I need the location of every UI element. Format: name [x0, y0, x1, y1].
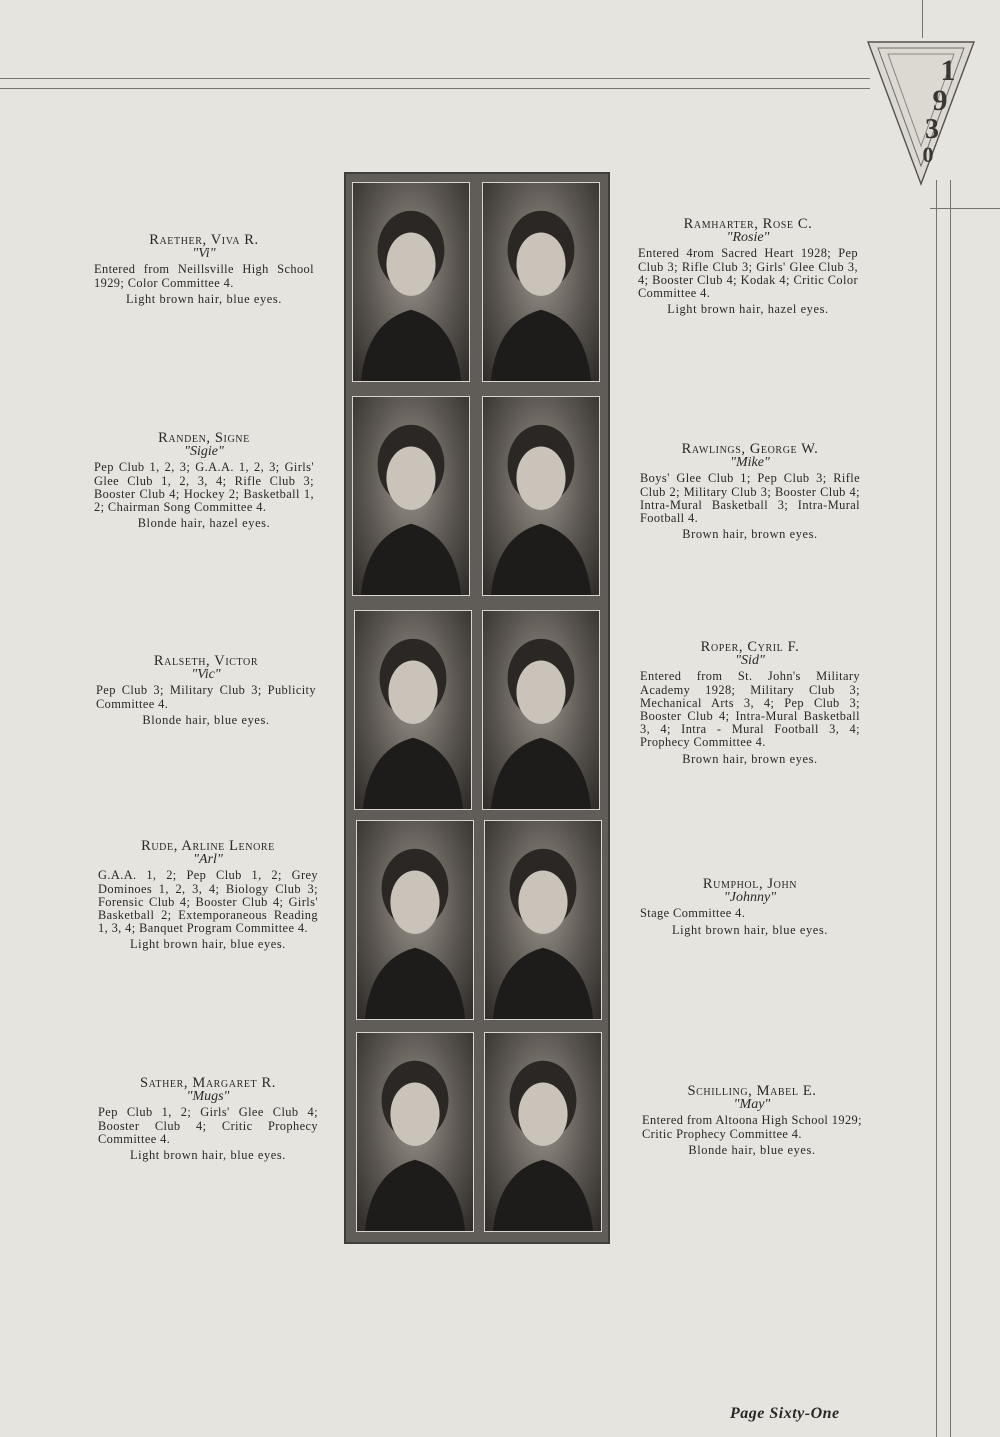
portrait-photo — [356, 820, 474, 1020]
student-hair-eyes: Blonde hair, hazel eyes. — [137, 516, 271, 531]
student-entry — [640, 443, 860, 541]
right-rule-inner — [936, 180, 937, 1437]
student-nickname: "Johnny" — [723, 890, 777, 906]
student-nickname: "Vi" — [192, 246, 216, 262]
student-hair-eyes: Blonde hair, blue eyes. — [142, 712, 270, 727]
portrait-silhouette — [483, 397, 599, 595]
year-digit-1: 1 — [940, 54, 956, 87]
portrait-photo — [482, 396, 600, 596]
portrait-photo — [484, 820, 602, 1020]
student-nickname: "Mugs" — [186, 1089, 230, 1105]
student-activities: Pep Club 3; Military Club 3; Publicity Committee 4. — [96, 683, 316, 711]
student-hair-eyes: Light brown hair, blue eyes. — [125, 291, 282, 306]
student-entry — [94, 432, 314, 530]
student-nickname: "Sid" — [735, 653, 765, 669]
portrait-silhouette — [483, 611, 599, 809]
student-nickname: "Mike" — [730, 455, 770, 471]
top-rule-right — [930, 208, 1000, 209]
year-digit-3: 3 — [925, 114, 939, 145]
year-digit-2: 9 — [932, 84, 948, 117]
student-entry — [98, 1077, 318, 1162]
right-rule-edge — [950, 180, 951, 1437]
student-activities: G.A.A. 1, 2; Pep Club 1, 2; Grey Dominoes 1, 2, 3, 4; Biology Club 3; Forensic Club 4; Booster Club 4; Girls' Basketball 2; Extemporaneous Reading 1, 3, 4; Banquet Program Committee 4. — [98, 868, 318, 936]
student-nickname: "Rosie" — [726, 230, 770, 246]
student-entry — [96, 655, 316, 727]
student-name: Roper, Cyril F. — [700, 639, 800, 655]
student-name: Rude, Arline Lenore — [141, 838, 275, 854]
student-activities: Stage Committee 4. — [640, 906, 746, 921]
portrait-silhouette — [485, 821, 601, 1019]
student-entry — [642, 1085, 862, 1157]
top-rule-outer — [0, 78, 870, 79]
student-activities: Pep Club 1, 2, 3; G.A.A. 1, 2, 3; Girls' Glee Club 1, 2, 3, 4; Rifle Club 3; Booster Club 4; Hockey 2; Basketball 1, 2; Chairman Song Committee 4. — [94, 460, 314, 515]
year-digit-4: 0 — [922, 142, 934, 167]
student-activities: Entered from Neillsville High School 1929; Color Committee 4. — [94, 262, 314, 290]
portrait-photo — [354, 610, 472, 810]
portrait-silhouette — [353, 397, 469, 595]
student-hair-eyes: Light brown hair, blue eyes. — [129, 1148, 286, 1163]
page-number: Page Sixty-One — [730, 1405, 840, 1422]
student-name: Rumphol, John — [702, 876, 798, 892]
student-entry — [640, 641, 860, 766]
portrait-silhouette — [353, 183, 469, 381]
student-name: Ramharter, Rose C. — [683, 216, 813, 232]
portrait-photo — [356, 1032, 474, 1232]
portrait-silhouette — [357, 1033, 473, 1231]
portrait-photo — [352, 182, 470, 382]
photo-panel — [344, 172, 610, 1244]
student-activities: Boys' Glee Club 1; Pep Club 3; Rifle Club 2; Military Club 3; Booster Club 4; Intra-Mural Basketball 3; Intra-Mural Football 4. — [640, 471, 860, 526]
student-nickname: "Arl" — [193, 852, 223, 868]
student-hair-eyes: Light brown hair, hazel eyes. — [667, 302, 829, 317]
portrait-photo — [484, 1032, 602, 1232]
right-rule-outer — [922, 0, 923, 38]
student-activities: Pep Club 1, 2; Girls' Glee Club 4; Booster Club 4; Critic Prophecy Committee 4. — [98, 1105, 318, 1146]
portrait-photo — [352, 396, 470, 596]
student-entry — [640, 878, 860, 937]
student-hair-eyes: Brown hair, brown eyes. — [682, 527, 818, 542]
student-hair-eyes: Light brown hair, blue eyes. — [129, 937, 286, 952]
student-hair-eyes: Light brown hair, blue eyes. — [671, 922, 828, 937]
portrait-silhouette — [357, 821, 473, 1019]
student-name: Randen, Signe — [158, 430, 250, 446]
top-rule-inner — [0, 88, 870, 89]
portrait-photo — [482, 182, 600, 382]
year-badge — [866, 38, 976, 188]
student-entry — [638, 218, 858, 316]
student-name: Ralseth, Victor — [153, 653, 259, 669]
student-name: Rawlings, George W. — [681, 441, 819, 457]
student-hair-eyes: Blonde hair, blue eyes. — [688, 1142, 816, 1157]
student-entry — [94, 234, 314, 306]
portrait-silhouette — [483, 183, 599, 381]
student-name: Schilling, Mabel E. — [687, 1083, 817, 1099]
portrait-photo — [482, 610, 600, 810]
portrait-silhouette — [355, 611, 471, 809]
student-name: Raether, Viva R. — [149, 232, 259, 248]
student-nickname: "Vic" — [191, 667, 221, 683]
student-activities: Entered 4rom Sacred Heart 1928; Pep Club 3; Rifle Club 3; Girls' Glee Club 3, 4; Booster Club 4; Kodak 4; Critic Color Committee 4. — [638, 246, 858, 301]
student-hair-eyes: Brown hair, brown eyes. — [682, 751, 818, 766]
year-badge-graphic — [866, 38, 976, 188]
student-entry — [98, 840, 318, 952]
student-nickname: "Sigie" — [184, 444, 224, 460]
portrait-silhouette — [485, 1033, 601, 1231]
student-activities: Entered from Altoona High School 1929; Critic Prophecy Committee 4. — [642, 1113, 862, 1141]
student-activities: Entered from St. John's Military Academy 1928; Military Club 3; Mechanical Arts 3, 4; Pep Club 3; Booster Club 4; Intra-Mural Basketball 3, 4; Intra - Mural Football 3, 4; Prophecy Committee 4. — [640, 669, 860, 750]
student-name: Sather, Margaret R. — [140, 1075, 276, 1091]
student-nickname: "May" — [733, 1097, 771, 1113]
